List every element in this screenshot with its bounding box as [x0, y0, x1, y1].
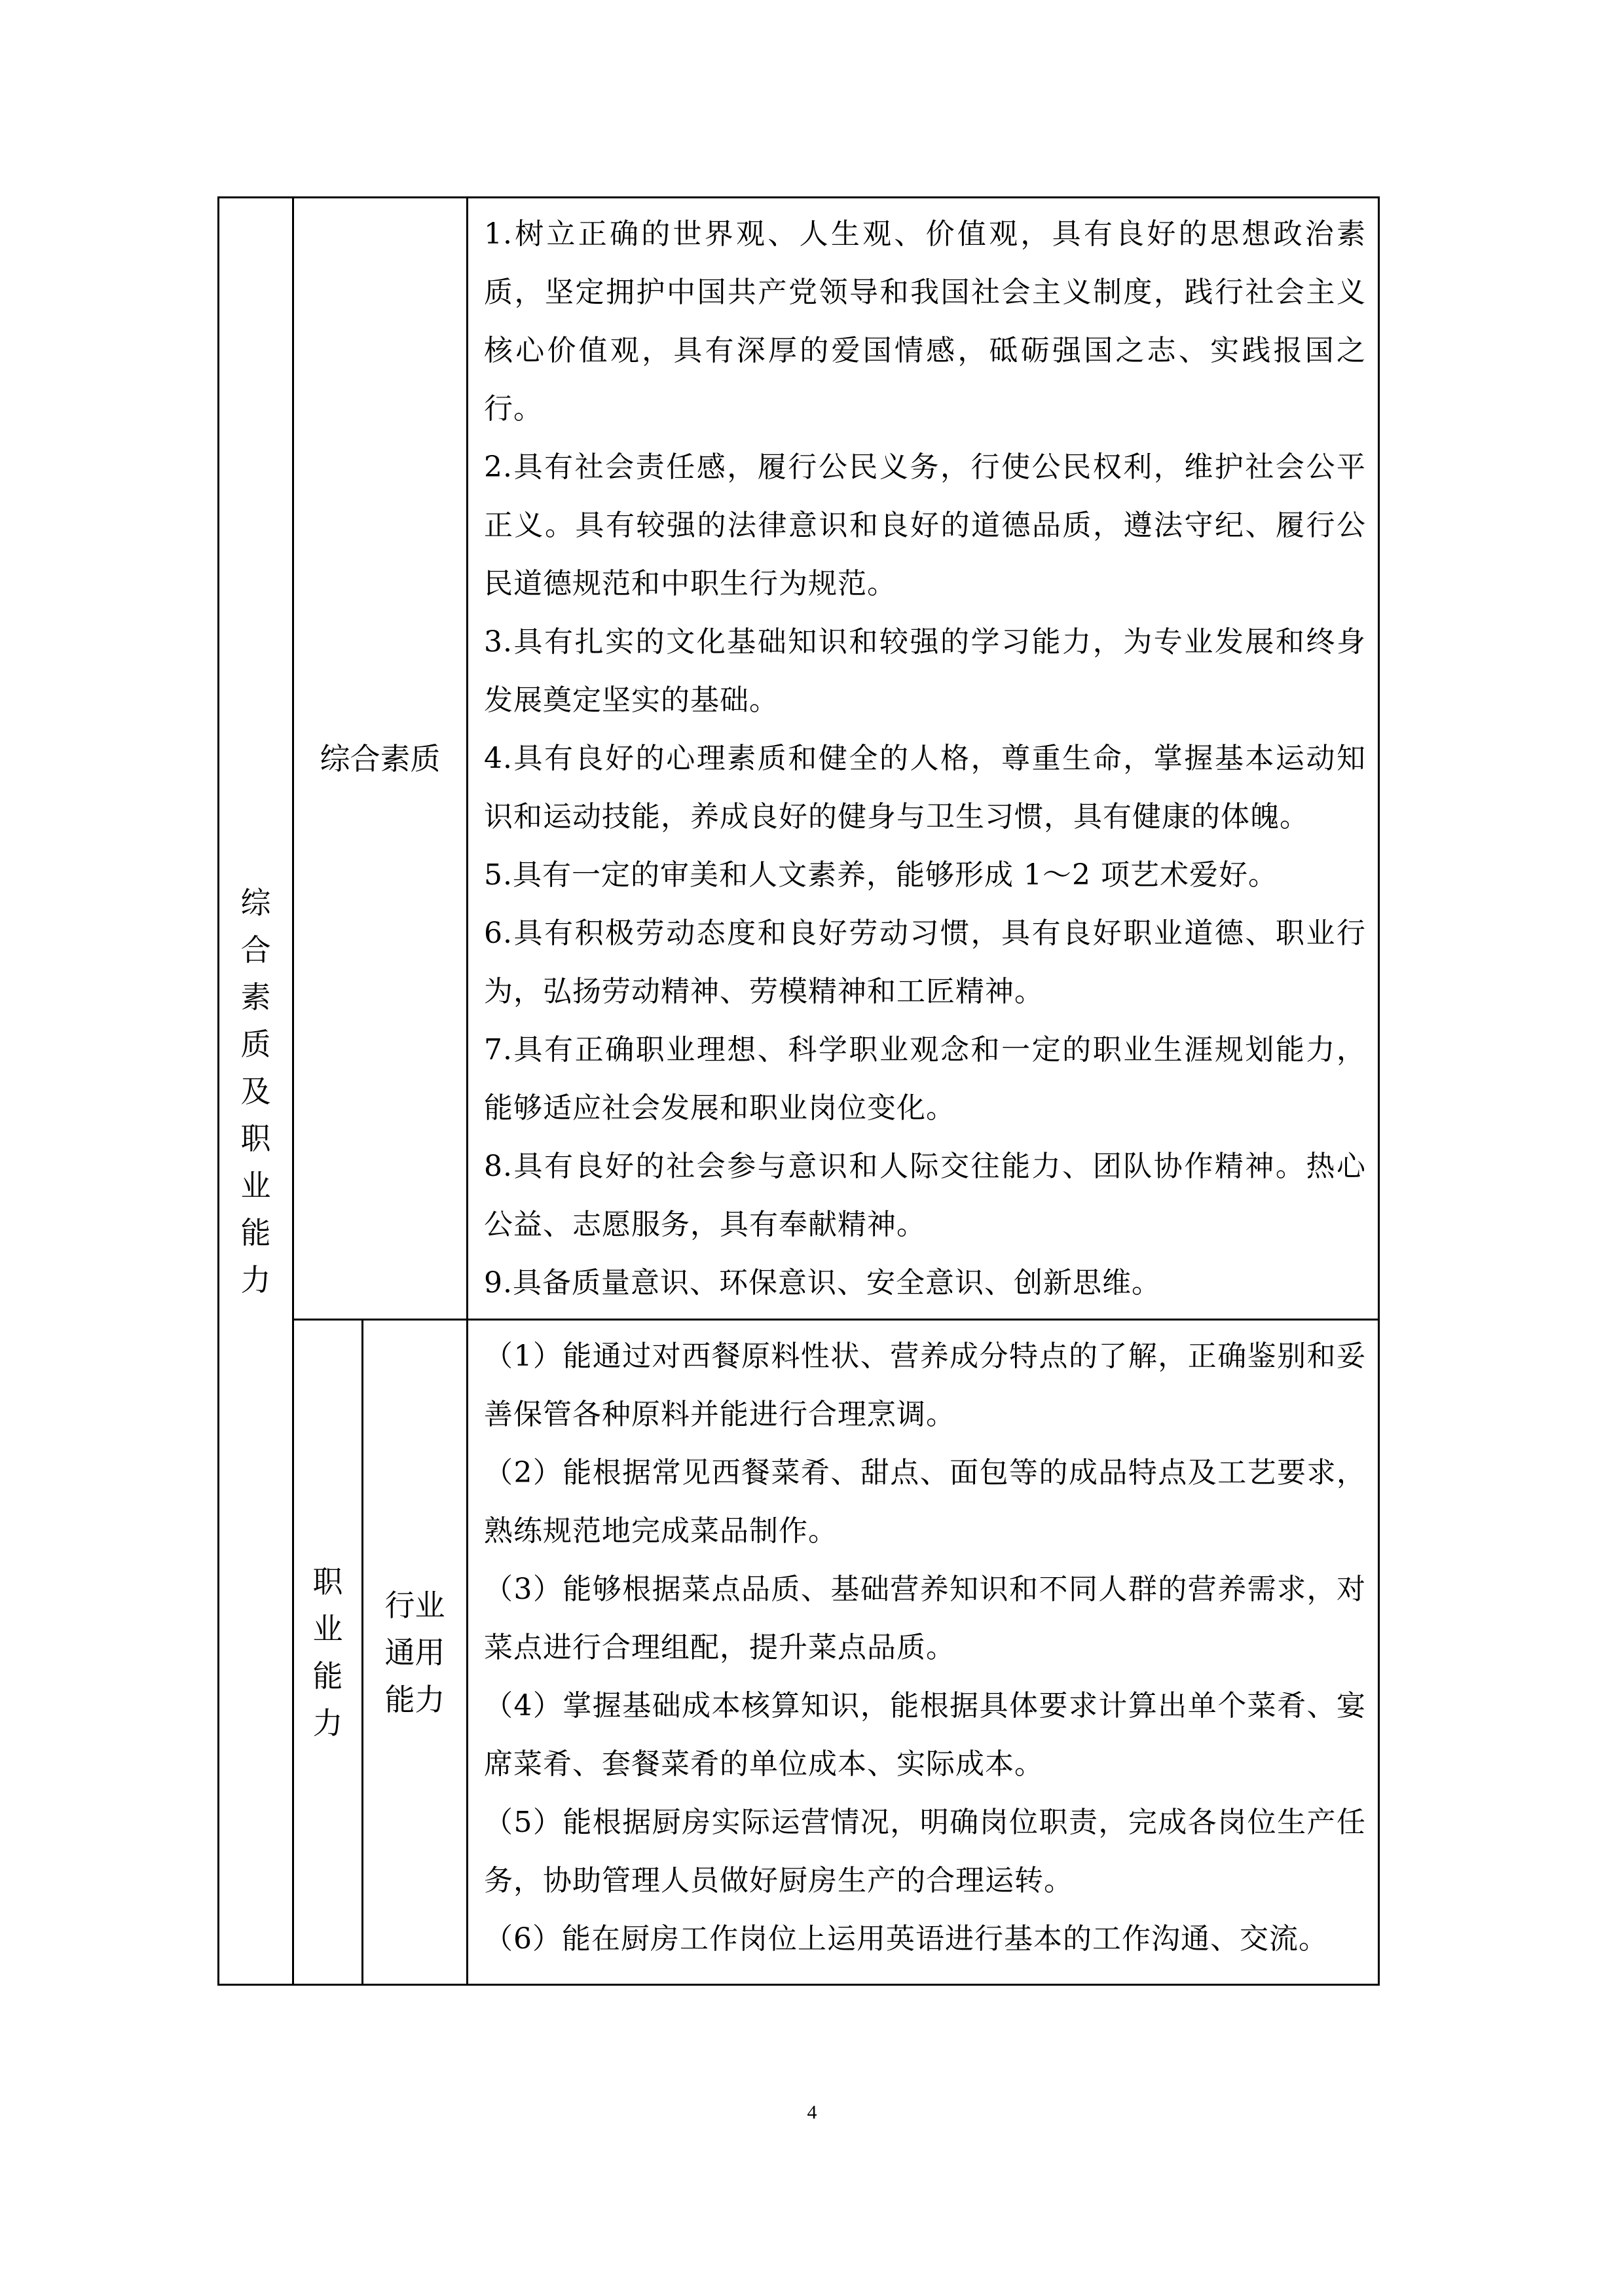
row-header-char: 力	[240, 1262, 271, 1298]
row-header-comprehensive-quality-and-professional-ability	[219, 198, 293, 1985]
quality-item: 1.树立正确的世界观、人生观、价值观，具有良好的思想政治素质，坚定拥护中国共产党领导和我国社会主义制度，践行社会主义核心价值观，具有深厚的爱国情感，砥砺强国之志、实践报国之行。	[484, 217, 1366, 426]
section-content-professional-ability	[468, 1320, 1379, 1985]
row-header-char: 质	[240, 1026, 271, 1062]
ability-item: （4）掌握基础成本核算知识，能根据具体要求计算出单个菜肴、宴席菜肴、套餐菜肴的单位成本、实际成本。	[484, 1689, 1366, 1781]
quality-item: 7.具有正确职业理想、科学职业观念和一定的职业生涯规划能力，能够适应社会发展和职业岗位变化。	[484, 1033, 1366, 1125]
section-label-char: 职	[312, 1563, 343, 1599]
section-label-char: 能	[312, 1658, 343, 1694]
section-label-char: 力	[312, 1705, 343, 1741]
quality-item: 4.具有良好的心理素质和健全的人格，尊重生命，掌握基本运动知识和运动技能，养成良好的健身与卫生习惯，具有健康的体魄。	[484, 742, 1366, 833]
ability-item: （6）能在厨房工作岗位上运用英语进行基本的工作沟通、交流。	[484, 1922, 1328, 1956]
quality-item: 5.具有一定的审美和人文素养，能够形成 1～2 项艺术爱好。	[484, 858, 1278, 892]
row-header-char: 综	[240, 884, 271, 920]
row-header-char: 及	[240, 1073, 271, 1109]
row-header-char: 素	[240, 979, 271, 1015]
row-header-char: 合	[240, 932, 271, 968]
section-content-comprehensive-quality	[468, 198, 1379, 1320]
ability-item: （1）能通过对西餐原料性状、营养成分特点的了解，正确鉴别和妥善保管各种原料并能进行合理烹调。	[484, 1339, 1366, 1431]
ability-item: （5）能根据厨房实际运营情况，明确岗位职责，完成各岗位生产任务，协助管理人员做好厨房生产的合理运转。	[484, 1806, 1366, 1897]
quality-item: 6.具有积极劳动态度和良好劳动习惯，具有良好职业道德、职业行为，弘扬劳动精神、劳模精神和工匠精神。	[484, 917, 1366, 1008]
quality-item: 3.具有扎实的文化基础知识和较强的学习能力，为专业发展和终身发展奠定坚实的基础。	[484, 625, 1366, 717]
quality-item: 2.具有社会责任感，履行公民义务，行使公民权利，维护社会公平正义。具有较强的法律意识和良好的道德品质，遵法守纪、履行公民道德规范和中职生行为规范。	[484, 450, 1366, 600]
ability-item: （3）能够根据菜点品质、基础营养知识和不同人群的营养需求，对菜点进行合理组配，提升菜点品质。	[484, 1573, 1366, 1664]
section-label-text: 综合素质	[320, 740, 441, 776]
quality-item: 9.具备质量意识、环保意识、安全意识、创新思维。	[484, 1266, 1161, 1300]
competency-table	[217, 196, 1380, 1986]
row-header-char: 业	[240, 1167, 271, 1203]
subsection-label-text: 行业通用能力	[384, 1587, 445, 1717]
section-label-comprehensive-quality	[293, 198, 468, 1320]
page-number: 4	[807, 2102, 817, 2123]
section-label-char: 业	[312, 1611, 343, 1647]
row-header-char: 能	[240, 1214, 271, 1250]
quality-item: 8.具有良好的社会参与意识和人际交往能力、团队协作精神。热心公益、志愿服务，具有奉献精神。	[484, 1150, 1366, 1241]
section-label-professional-ability	[293, 1320, 363, 1985]
row-header-char: 职	[240, 1120, 271, 1156]
subsection-label-general-industry-ability	[363, 1320, 468, 1985]
ability-item: （2）能根据常见西餐菜肴、甜点、面包等的成品特点及工艺要求，熟练规范地完成菜品制作。	[484, 1456, 1366, 1548]
